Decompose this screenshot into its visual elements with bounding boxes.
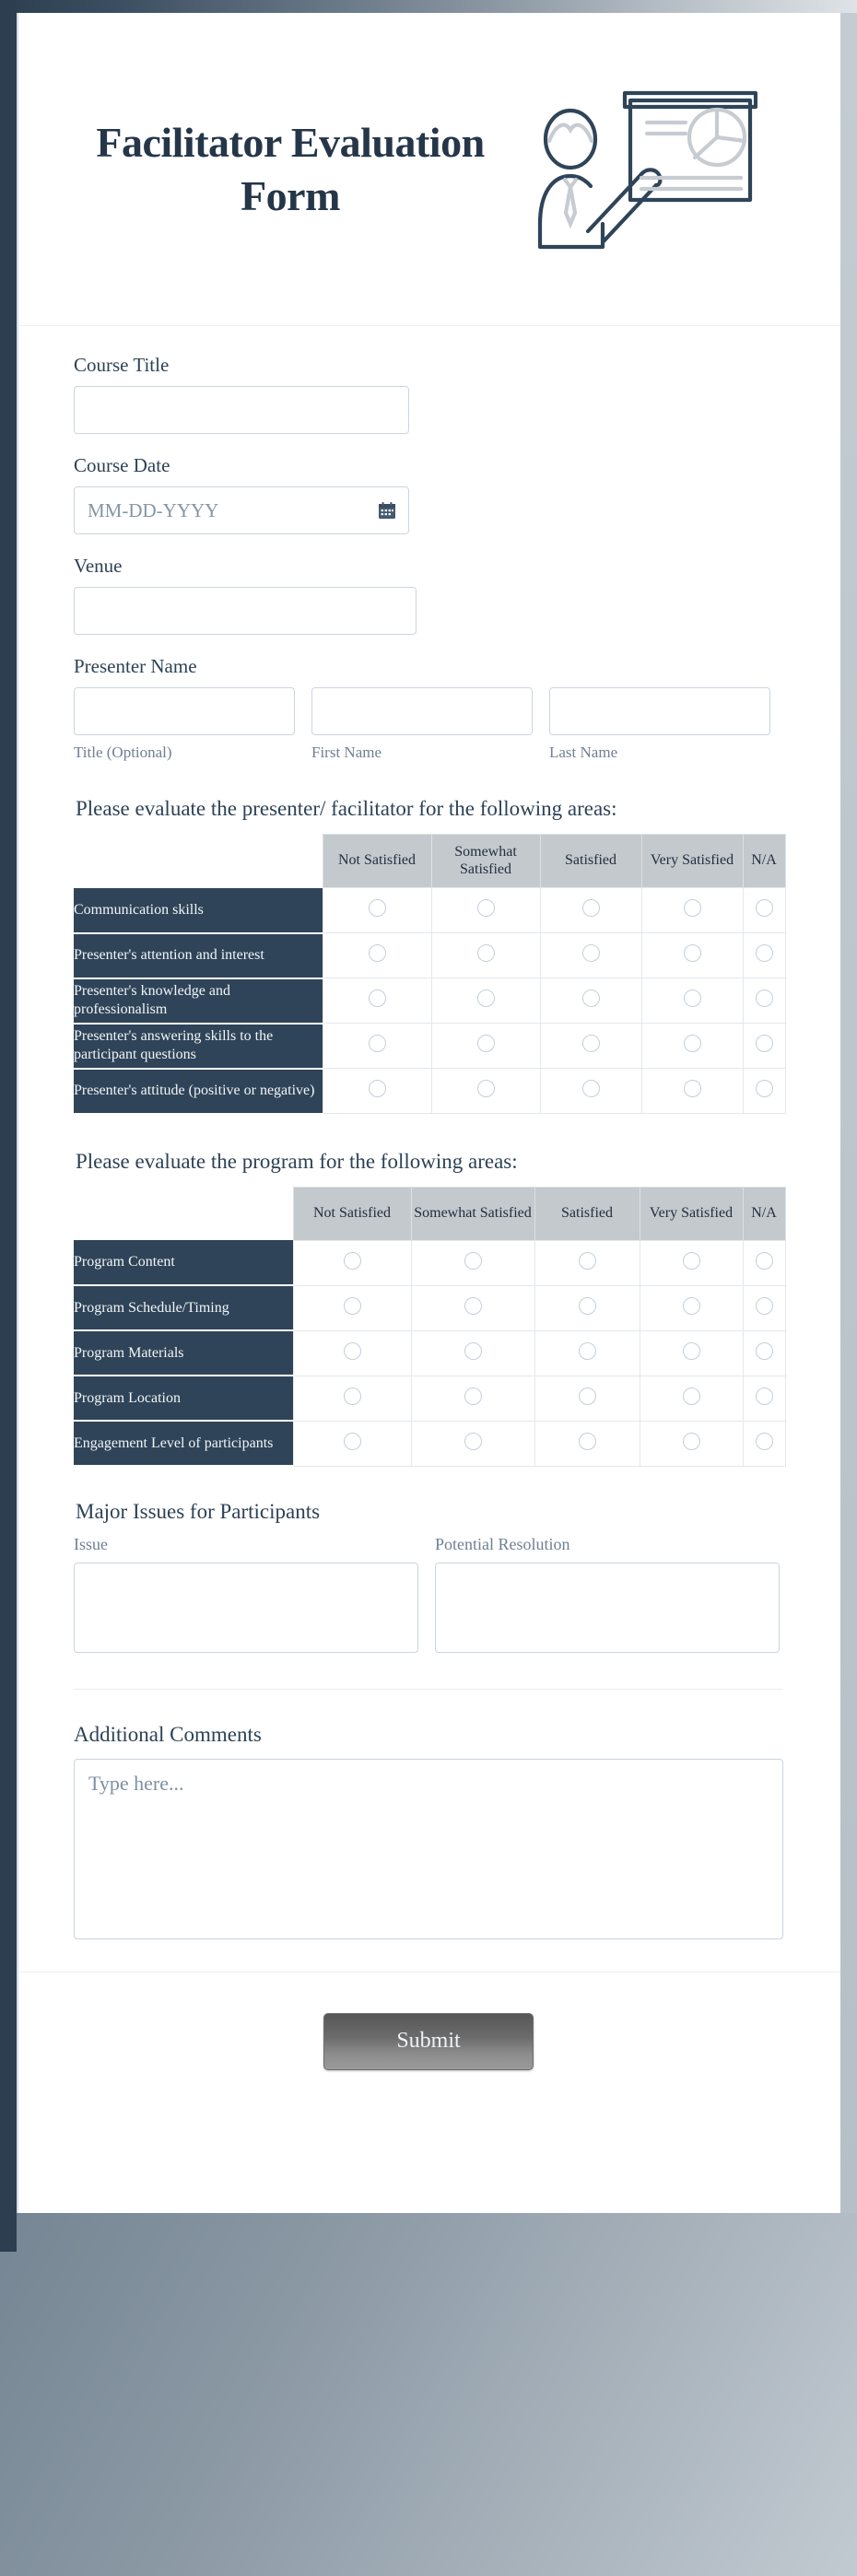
course-date-input[interactable] [74,486,409,534]
page-top-gradient-strip [0,0,857,13]
presenter-rating-cell[interactable] [323,888,431,933]
field-venue [74,555,783,635]
table-row [74,1330,785,1376]
presenter-rating-cell[interactable] [323,1069,431,1114]
submit-button[interactable]: Submit [323,2013,534,2070]
program-row-label: Engagement Level of participants [74,1421,293,1466]
presenter-flipchart-illustration [527,84,757,254]
radio-button-icon[interactable] [756,1080,773,1097]
radio-button-icon[interactable] [684,1080,701,1097]
presenter-rating-cell[interactable] [540,1024,641,1069]
page-title: Facilitator Evaluation Form [96,119,485,219]
presenter-row-label: Presenter's answering skills to the participant questions [74,1024,323,1069]
program-rating-cell[interactable] [293,1285,411,1330]
program-row-label: Program Schedule/Timing [74,1285,293,1330]
radio-button-icon[interactable] [464,1297,482,1315]
venue-input[interactable] [74,587,417,635]
radio-button-icon[interactable] [684,899,701,917]
form-body [17,326,840,1944]
presenter-column-header: Satisfied [540,835,641,888]
radio-button-icon[interactable] [369,1080,386,1097]
radio-button-icon[interactable] [344,1297,361,1315]
course-date-label: Course Date [74,454,170,476]
radio-button-icon[interactable] [344,1252,361,1270]
presenter-rating-cell[interactable] [323,1024,431,1069]
program-rating-cell[interactable] [534,1421,640,1466]
radio-button-icon[interactable] [464,1388,482,1405]
presenter-rating-cell[interactable] [743,1069,785,1114]
program-column-header: Somewhat Satisfied [411,1187,534,1240]
presenter-rating-cell[interactable] [641,1069,743,1114]
field-course-date [74,454,783,534]
presenter-row-label: Communication skills [74,888,323,933]
program-rating-cell[interactable] [640,1376,743,1421]
program-row-label: Program Content [74,1240,293,1285]
radio-button-icon[interactable] [756,1342,773,1360]
radio-button-icon[interactable] [756,899,773,917]
radio-button-icon[interactable] [369,899,386,917]
program-rating-cell[interactable] [293,1376,411,1421]
radio-button-icon[interactable] [683,1342,700,1360]
presenter-matrix-body [74,888,785,1114]
radio-button-icon[interactable] [344,1388,361,1405]
program-rating-cell[interactable] [743,1330,785,1376]
radio-button-icon[interactable] [582,899,600,917]
presenter-column-header: Not Satisfied [323,835,431,888]
presenter-matrix-question: Please evaluate the presenter/ facilitator for the following areas: [76,797,617,820]
presenter-rating-cell[interactable] [431,933,540,978]
program-rating-cell[interactable] [640,1285,743,1330]
radio-button-icon[interactable] [369,989,386,1007]
additional-comments-title: Additional Comments [74,1723,262,1746]
radio-button-icon[interactable] [464,1342,482,1360]
issue-group [74,1535,418,1657]
radio-button-icon[interactable] [684,944,701,962]
radio-button-icon[interactable] [684,989,701,1007]
presenter-first-name-input[interactable] [311,687,533,735]
program-rating-matrix [74,1187,786,1468]
form-sheet [17,13,840,2213]
radio-button-icon[interactable] [756,1035,773,1052]
presenter-rating-cell[interactable] [743,1024,785,1069]
presenter-last-name-sublabel: Last Name [549,744,618,761]
presenter-rating-cell[interactable] [540,978,641,1024]
presenter-rating-cell[interactable] [641,933,743,978]
page-left-navy-rail [0,0,17,2252]
program-rating-cell[interactable] [640,1330,743,1376]
radio-button-icon[interactable] [756,1388,773,1405]
presenter-rating-cell[interactable] [540,1069,641,1114]
program-matrix-body [74,1240,785,1466]
radio-button-icon[interactable] [477,1080,495,1097]
presenter-row-label: Presenter's knowledge and professionalism [74,978,323,1024]
table-row [74,933,785,978]
presenter-name-label: Presenter Name [74,655,197,677]
presenter-rating-cell[interactable] [540,933,641,978]
presenter-title-input[interactable] [74,687,295,735]
program-rating-cell[interactable] [411,1330,534,1376]
program-rating-cell[interactable] [534,1240,640,1285]
presenter-rating-cell[interactable] [743,933,785,978]
field-presenter-name [74,655,783,762]
radio-button-icon[interactable] [683,1297,700,1315]
program-rating-cell[interactable] [293,1421,411,1466]
program-matrix-head [74,1187,785,1240]
additional-comments-textarea[interactable] [74,1759,783,1939]
table-row [74,1240,785,1285]
program-rating-cell[interactable] [293,1330,411,1376]
resolution-group [435,1535,780,1657]
radio-button-icon[interactable] [579,1388,596,1405]
presenter-title-group [74,687,295,762]
presenter-last-name-group [549,687,770,762]
radio-button-icon[interactable] [344,1433,361,1450]
program-column-header: N/A [743,1187,785,1240]
presenter-rating-cell[interactable] [743,978,785,1024]
table-row [74,1376,785,1421]
radio-button-icon[interactable] [464,1433,482,1450]
presenter-rating-cell[interactable] [431,1024,540,1069]
radio-button-icon[interactable] [477,989,495,1007]
course-title-input[interactable] [74,386,409,434]
radio-button-icon[interactable] [683,1252,700,1270]
radio-button-icon[interactable] [464,1252,482,1270]
radio-button-icon[interactable] [579,1297,596,1315]
program-rating-cell[interactable] [743,1376,785,1421]
program-rating-cell[interactable] [640,1421,743,1466]
radio-button-icon[interactable] [683,1388,700,1405]
radio-button-icon[interactable] [477,899,495,917]
program-rating-cell[interactable] [743,1240,785,1285]
radio-button-icon[interactable] [579,1342,596,1360]
program-column-header: Very Satisfied [640,1187,743,1240]
radio-button-icon[interactable] [344,1342,361,1360]
presenter-title-sublabel: Title (Optional) [74,744,172,761]
program-row-label: Program Location [74,1376,293,1421]
presenter-matrix-corner [74,835,323,888]
radio-button-icon[interactable] [582,989,600,1007]
presenter-row-label: Presenter's attention and interest [74,933,323,978]
presenter-first-name-sublabel: First Name [311,744,382,761]
presenter-rating-cell[interactable] [431,1069,540,1114]
radio-button-icon[interactable] [756,1433,773,1450]
table-row [74,1285,785,1330]
table-row [74,1024,785,1069]
program-rating-cell[interactable] [534,1376,640,1421]
radio-button-icon[interactable] [684,1035,701,1052]
program-matrix-corner [74,1187,293,1240]
program-matrix-question: Please evaluate the program for the following areas: [76,1149,518,1173]
presenter-matrix-head [74,835,785,888]
presenter-first-name-group [311,687,533,762]
radio-button-icon[interactable] [756,1252,773,1270]
table-row [74,888,785,933]
program-column-header: Not Satisfied [293,1187,411,1240]
table-row [74,1421,785,1466]
radio-button-icon[interactable] [756,1297,773,1315]
table-row [74,1069,785,1114]
program-column-header: Satisfied [534,1187,640,1240]
issue-label: Issue [74,1535,108,1553]
table-row [74,978,785,1024]
resolution-textarea[interactable] [435,1563,780,1653]
radio-button-icon[interactable] [477,944,495,962]
major-issues-title: Major Issues for Participants [76,1500,321,1523]
presenter-rating-cell[interactable] [431,888,540,933]
presenter-last-name-input[interactable] [549,687,770,735]
program-rating-cell[interactable] [534,1330,640,1376]
field-course-title [74,354,783,434]
radio-button-icon[interactable] [756,944,773,962]
radio-button-icon[interactable] [582,1035,600,1052]
radio-button-icon[interactable] [369,1035,386,1052]
presenter-column-header: Very Satisfied [641,835,743,888]
presenter-rating-matrix [74,834,786,1115]
presenter-rating-cell[interactable] [641,1024,743,1069]
program-rating-cell[interactable] [411,1285,534,1330]
program-rating-cell[interactable] [293,1240,411,1285]
issue-textarea[interactable] [74,1563,418,1653]
form-footer [17,1972,840,2110]
program-rating-cell[interactable] [743,1421,785,1466]
presenter-rating-cell[interactable] [540,888,641,933]
radio-button-icon[interactable] [579,1252,596,1270]
presenter-rating-cell[interactable] [743,888,785,933]
presenter-rating-cell[interactable] [323,978,431,1024]
presenter-row-label: Presenter's attitude (positive or negative) [74,1069,323,1114]
program-rating-cell[interactable] [411,1376,534,1421]
program-rating-cell[interactable] [411,1421,534,1466]
radio-button-icon[interactable] [579,1433,596,1450]
presenter-rating-cell[interactable] [431,978,540,1024]
program-rating-cell[interactable] [743,1285,785,1330]
radio-button-icon[interactable] [756,989,773,1007]
page-rail-separator [17,13,18,2213]
page-right-edge-strip [840,13,857,2213]
section-divider [74,1689,783,1690]
venue-label: Venue [74,555,123,577]
resolution-label: Potential Resolution [435,1535,570,1553]
radio-button-icon[interactable] [477,1035,495,1052]
program-rating-cell[interactable] [411,1240,534,1285]
presenter-rating-cell[interactable] [641,978,743,1024]
program-rating-cell[interactable] [640,1240,743,1285]
presenter-column-header: Somewhat Satisfied [431,835,540,888]
form-header [17,13,840,326]
program-rating-cell[interactable] [534,1285,640,1330]
presenter-column-header: N/A [743,835,785,888]
radio-button-icon[interactable] [369,944,386,962]
radio-button-icon[interactable] [582,944,600,962]
program-row-label: Program Materials [74,1330,293,1376]
radio-button-icon[interactable] [683,1433,700,1450]
presenter-rating-cell[interactable] [641,888,743,933]
presenter-rating-cell[interactable] [323,933,431,978]
course-title-label: Course Title [74,354,170,376]
radio-button-icon[interactable] [582,1080,600,1097]
